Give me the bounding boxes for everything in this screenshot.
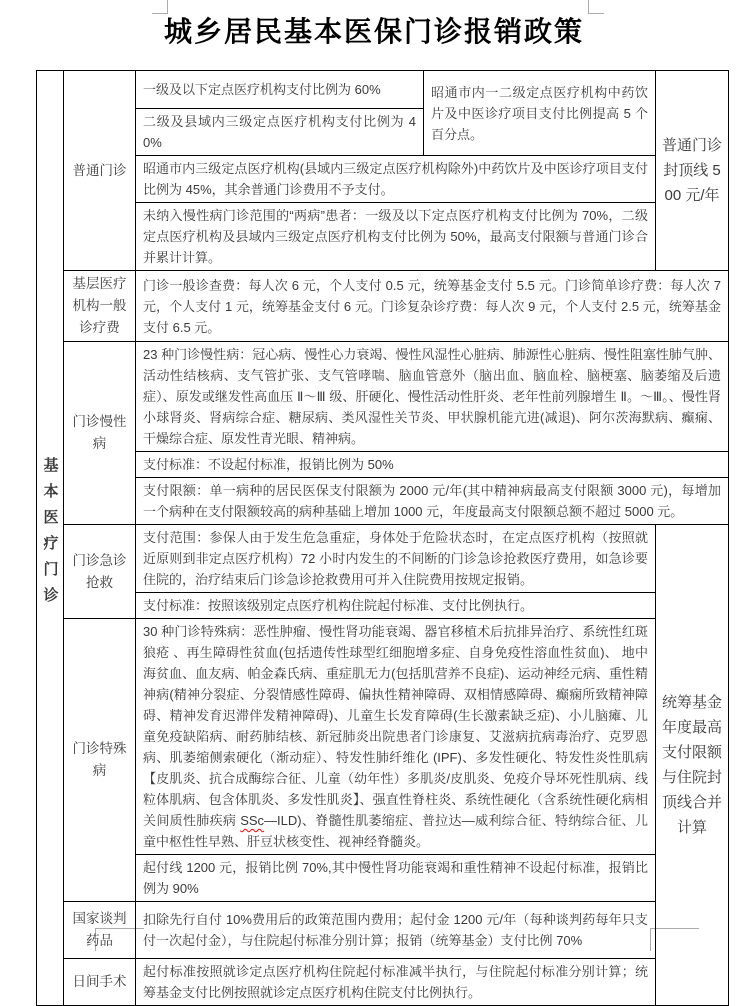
cell-putong-two-diseases: 未纳入慢性病门诊范围的“两病”患者：一级及以下定点医疗机构支付比例为 70%，二级定点医疗机构及县域内三级定点医疗机构支付比例为 50%，最高支付限额与普通门诊合并累计计算。 <box>136 203 656 271</box>
cell-putong-cap: 普通门诊封顶线 500 元/年 <box>656 71 729 271</box>
row-label-jizhen: 门诊急诊抢救 <box>64 525 136 619</box>
cell-tanpan-content: 扣除先行自付 10%费用后的政策范围内费用；起付金 1200 元/年（每种谈判药每年只支付一次起付金），与住院起付标准分别计算；报销（统筹基金）支付比例 70% <box>136 902 656 959</box>
category-label: 基本医疗门诊 <box>41 457 59 613</box>
crop-mark-top-right <box>588 0 604 14</box>
row-label-jiceng: 基层医疗机构一般诊疗费 <box>64 271 136 342</box>
cell-rijian-content: 起付标准按照就诊定点医疗机构住院起付标准减半执行，与住院起付标准分别计算；统筹基金支付比例按照就诊定点医疗机构住院支付比例执行。 <box>136 959 656 1006</box>
cell-teshu-threshold: 起付线 1200 元，报销比例 70%,其中慢性肾功能衰竭和重性精神不设起付标准，报销比例为 90% <box>136 855 656 902</box>
cell-putong-tier2: 二级及县域内三级定点医疗机构支付比例为 40% <box>136 109 424 156</box>
cell-putong-tcm-bonus: 昭通市内一二级定点医疗机构中药饮片及中医诊疗项目支付比例提高 5 个百分点。 <box>424 71 656 156</box>
cell-pooled-fund-note: 统筹基金年度最高支付限额与住院封顶线合并计算 <box>656 525 729 1006</box>
row-label-rijian: 日间手术 <box>64 959 136 1006</box>
cell-jizhen-scope: 支付范围：参保人由于发生危急重症，身体处于危险状态时，在定点医疗机构（按照就近原则到非定点医疗机构）72 小时内发生的不间断的门诊急诊抢救医疗费用，如急诊要住院的，治疗结束后门诊急诊抢救费用可并入住院费用按规定报销。 <box>136 525 656 593</box>
category-cell <box>37 71 64 1006</box>
cell-manxing-diseases: 23 种门诊慢性病：冠心病、慢性心力衰竭、慢性风湿性心脏病、肺源性心脏病、慢性阻塞性肺气肿、活动性结核病、支气管扩张、支气管哮喘、脑血管意外（脑出血、脑血栓、脑梗塞、脑萎缩及后遗症）、原发或继发性高血压 Ⅱ～Ⅲ 级、肝硬化、慢性活动性肝炎、老年性前列腺增生 Ⅱ。～Ⅲ。、慢性肾小球肾炎、肾病综合症、糖尿病、类风湿性关节炎、甲状腺机能亢进(减退)、阿尔茨海默病、癫痫、干燥综合症、原发性青光眼、精神病。 <box>136 342 729 452</box>
policy-table <box>36 70 729 1006</box>
cell-manxing-standard: 支付标准：不设起付标准，报销比例为 50% <box>136 452 729 478</box>
cell-putong-tier3: 昭通市内三级定点医疗机构(县域内三级定点医疗机构除外)中药饮片及中医诊疗项目支付比例为 45%，其余普通门诊费用不予支付。 <box>136 156 656 203</box>
crop-mark-top-left <box>152 0 168 14</box>
page-title: 城乡居民基本医保门诊报销政策 <box>163 16 584 47</box>
teshu-diseases-part1: 30 种门诊特殊病：恶性肿瘤、慢性肾功能衰竭、器官移植术后抗排异治疗、系统性红斑狼疮 、再生障碍性贫血(包括遗传性球型红细胞增多症、自身免疫性溶血性贫血)、 地中海贫血、血友病、帕金森氏病、重症肌无力(包括肌营养不良症)、运动神经元病、重性精神病(精神分裂症、分裂情感性障碍、偏执性精神障碍、双相情感障碍、癫痫所致精神障碍、精神发育迟滞伴发精神障碍)、儿童生长发育障碍(生长激素缺乏症)、小儿脑瘫、儿童免疫缺陷病、耐药肺结核、新冠肺炎出院患者门诊康复、艾滋病抗病毒治疗、克罗恩病、肌萎缩侧索硬化（渐动症）、特发性肺纤维化 (IPF)、多发性硬化、特发性炎性肌病【皮肌炎、抗合成酶综合征、儿童（幼年性）多肌炎/皮肌炎、免疫介导坏死性肌病、线粒体肌病、包含体肌炎、多发性肌炎】、强直性脊柱炎、系统性硬化（含系统性硬化病相关间质性肺疾病 <box>143 624 648 828</box>
cell-jiceng-content: 门诊一般诊查费：每人次 6 元，个人支付 0.5 元，统筹基金支付 5.5 元。门诊简单诊疗费：每人次 7 元，个人支付 1 元，统筹基金支付 6 元。门诊复杂诊疗费：每人次 9 元，个人支付 2.5 元，统筹基金支付 6.5 元。 <box>136 271 729 342</box>
row-label-teshu: 门诊特殊病 <box>64 619 136 902</box>
row-label-putong-menzhen: 普通门诊 <box>64 71 136 271</box>
row-label-tanpan: 国家谈判药品 <box>64 902 136 959</box>
row-label-manxing: 门诊慢性病 <box>64 342 136 525</box>
cell-manxing-limit: 支付限额：单一病种的居民医保支付限额为 2000 元/年(其中精神病最高支付限额 3000 元)，每增加一个病种在支付限额较高的病种基础上增加 1000 元，年度最高支付限额总额不超过 5000 元。 <box>136 478 729 525</box>
teshu-diseases-part2: —ILD)、脊髓性肌萎缩症、普拉达—威利综合征、特纳综合征、儿童中枢性性早熟、肝豆状核变性、视神经脊髓炎。 <box>143 813 648 849</box>
cell-jizhen-standard: 支付标准：按照该级别定点医疗机构住院起付标准、支付比例执行。 <box>136 593 656 619</box>
cell-putong-tier1: 一级及以下定点医疗机构支付比例为 60% <box>136 71 424 109</box>
cell-teshu-diseases <box>136 619 656 855</box>
teshu-ssc-token: SSc <box>240 813 265 828</box>
